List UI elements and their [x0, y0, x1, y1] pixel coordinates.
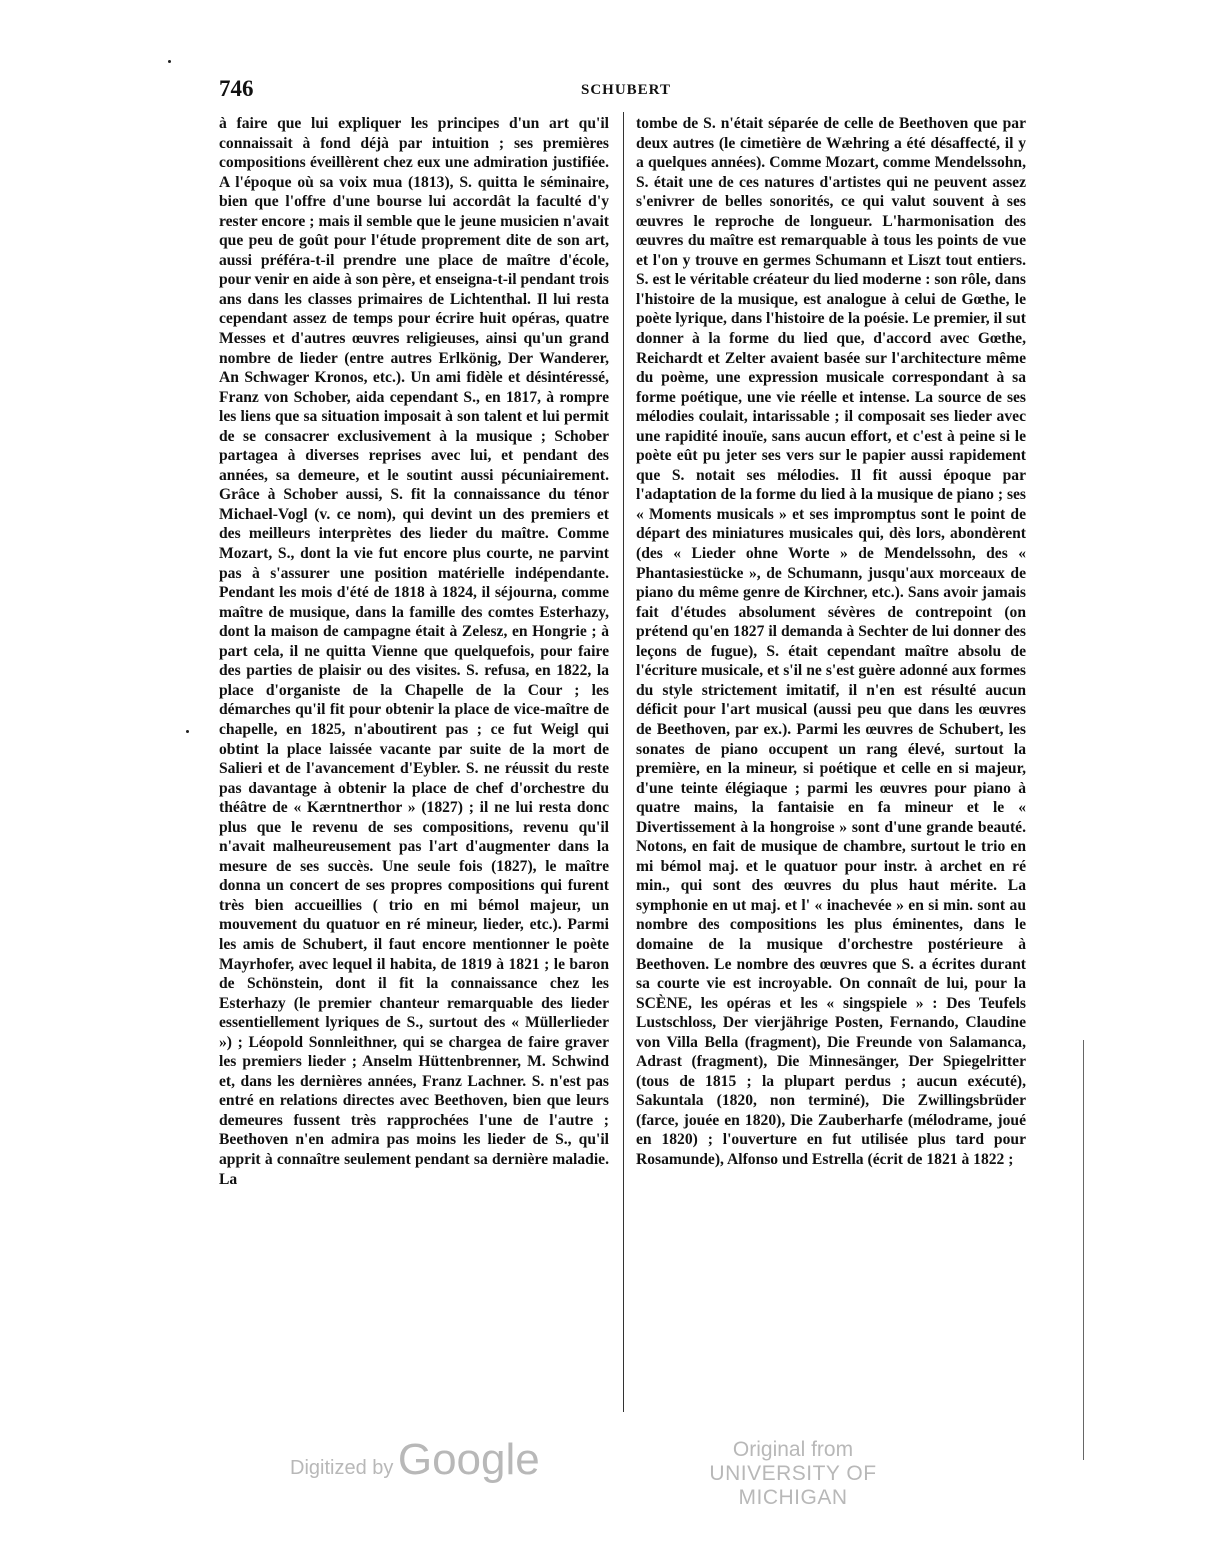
google-logo-text: Google: [397, 1435, 540, 1484]
column-divider: [623, 112, 624, 1412]
right-column-text: tombe de S. n'était séparée de celle de Beethoven que par deux autres (le cimetière de Wæhring a été désaffecté, il y a quelques années). Comme Mozart, comme Mendelssohn, S. était une de ces natures d'artistes qui ne peuvent assez s'enivrer de belles sonorités, ce qui valut souvent à ses œuvres le reproche de longueur. L'harmonisation des œuvres du maître est remarquable à tous les points de vue et l'on y trouve en germes Schumann et Liszt tout entiers. S. est le véritable créateur du lied moderne : son rôle, dans l'histoire de la musique, est analogue à celui de Gœthe, le poète lyrique, dans l'histoire de la poésie. Le premier, il sut donner à la forme du lied que, d'accord avec Gœthe, Reichardt et Zelter avaient basée sur l'architecture même du poème, une expression musicale correspondant à sa forme poétique, une vie réelle et intense. La source de ses mélodies coulait, intarissable ; il composait ses lieder avec une rapidité inouïe, sans aucun effort, et c'est à peine si le poète eût pu jeter ses vers sur le papier aussi rapidement que S. notait ses mélodies. Il fit aussi époque par l'adaptation de la forme du lied à la musique de piano ; ses « Moments musicals » et ses impromptus sont le point de départ des miniatures musicales qui, dès lors, abondèrent (des « Lieder ohne Worte » de Mendelssohn, des « Phantasiestücke », de Schumann, jusqu'aux morceaux de piano du même genre de Kirchner, etc.). Sans avoir jamais fait d'études absolument sévères de contrepoint (on prétend qu'en 1827 il demanda à Sechter de lui donner des leçons de fugue), S. était cependant maître absolu de l'écriture musicale, et s'il ne s'est guère adonné aux formes du style strictement imitatif, il n'en est résulté aucun déficit pour l'art musical (aussi peu que dans les œuvres de Beethoven, par ex.). Parmi les œuvres de Schubert, les sonates de piano occupent un rang élevé, surtout la première, en la mineur, si poétique et celle en si majeur, d'une teinte élégiaque ; parmi les œuvres pour piano à quatre mains, la fantaisie en fa mineur et le « Divertissement à la hongroise » sont d'une grande beauté. Notons, en fait de musique de chambre, surtout le trio en mi bémol maj. et le quatuor pour instr. à archet en ré min., qui sont des œuvres du plus haut mérite. La symphonie en ut maj. et l' « inachevée » en si min. sont au nombre des compositions les plus éminentes, dans le domaine de la musique d'orchestre postérieure à Beethoven. Le nombre des œuvres que S. a écrites durant sa courte vie est incroyable. On connaît de lui, pour la SCÈNE, les opéras et les « singspiele » : Des Teufels Lustschloss, Der vierjährige Posten, Fernando, Claudine von Villa Bella (fragment), Die Freunde von Salamanca, Adrast (fragment), Die Minnesänger, Der Spiegelritter (tous de 1815 ; la plupart perdus ; aucun exécuté), Sakuntala (1820, non terminé), Die Zwillingsbrüder (farce, jouée en 1820), Die Zauberharfe (mélodrame, joué en 1820) ; l'ouverture en fut utilisée plus tard pour Rosamunde), Alfonso und Estrella (écrit de 1821 à 1822 ;: [636, 115, 1026, 1168]
digitized-by-text: Digitized by: [290, 1457, 394, 1479]
left-column-text: à faire que lui expliquer les principes d'un art qu'il connaissait à fond déjà par intuition ; ses premières compositions éveillèrent chez eux une admiration justifiée. A l'époque où sa voix mua (1813), S. quitta le séminaire, bien que l'offre d'une bourse lui accordât la faculté d'y rester encore ; mais il semble que le jeune musicien n'avait que peu de goût pour l'étude proprement dite de son art, aussi préféra-t-il prendre une place de maître d'école, pour venir en aide à son père, et enseigna-t-il pendant trois ans dans les classes primaires de Lichtenthal. Il lui resta cependant assez de temps pour écrire huit opéras, quatre Messes et d'autres œuvres religieuses, ainsi qu'un grand nombre de lieder (entre autres Erlkönig, Der Wanderer, An Schwager Kronos, etc.). Un ami fidèle et désintéressé, Franz von Schober, aida cependant S., en 1817, à rompre les liens que sa situation imposait à son talent et lui permit de se consacrer exclusivement à la musique ; Schober partagea à diverses reprises avec lui, et pendant des années, sa demeure, et le soutint aussi pécuniairement. Grâce à Schober aussi, S. fit la connaissance du ténor Michael-Vogl (v. ce nom), qui devint un des premiers et des meilleurs interprètes des lieder du maître. Comme Mozart, S., dont la vie fut encore plus courte, ne parvint pas à s'assurer une position matérielle indépendante. Pendant les mois d'été de 1818 à 1824, il séjourna, comme maître de musique, dans la famille des comtes Esterhazy, dont la maison de campagne était à Zelesz, en Hongrie ; à part cela, il ne quitta Vienne que quelquefois, pour faire des parties de plaisir ou des visites. S. refusa, en 1822, la place d'organiste de la Chapelle de la Cour ; les démarches qu'il fit pour obtenir la place de vice-maître de chapelle, en 1825, n'aboutirent pas ; ce fut Weigl qui obtint la place laissée vacante par suite de la mort de Salieri et de l'avancement d'Eybler. S. ne réussit du reste pas davantage à obtenir la place de chef d'orchestre du théâtre de « Kærntnerthor » (1827) ; il ne lui resta donc plus que le revenu de ses compositions, revenu qu'il n'avait malheureusement pas l'art d'augmenter dans la mesure de ses succès. Une seule fois (1827), le maître donna un concert de ses propres compositions qui furent très bien accueillies ( trio en mi bémol majeur, un mouvement du quatuor en ré mineur, lieder, etc.). Parmi les amis de Schubert, il faut encore mentionner le poète Mayrhofer, avec lequel il habita, de 1819 à 1821 ; le baron de Schönstein, dont il fit la connaissance chez les Esterhazy (le premier chanteur remarquable des lieder essentiellement lyriques de S., surtout des « Müllerlieder ») ; Léopold Sonnleithner, qui se chargea de faire graver les premiers lieder ; Anselm Hüttenbrenner, M. Schwind et, dans les dernières années, Franz Lachner. S. n'est pas entré en relations directes avec Beethoven, bien que leurs demeures fussent très rapprochées l'une de l'autre ; Beethoven n'en admira pas moins les lieder de S., qu'il apprit à connaître seulement pendant sa dernière maladie. La: [219, 115, 610, 1188]
scan-speck: [168, 60, 171, 63]
original-from-text: Original from: [732, 1438, 854, 1461]
library-watermark: [668, 1438, 918, 1510]
margin-line: [1083, 1040, 1084, 1460]
running-head: SCHUBERT: [581, 82, 671, 98]
university-text: UNIVERSITY OF MICHIGAN: [709, 1462, 877, 1509]
scan-speck: [186, 730, 189, 733]
left-column: [219, 114, 609, 1189]
page-header: [219, 76, 671, 106]
google-watermark: [290, 1435, 540, 1485]
right-column: [636, 114, 1026, 1170]
page-number: 746: [219, 76, 254, 101]
